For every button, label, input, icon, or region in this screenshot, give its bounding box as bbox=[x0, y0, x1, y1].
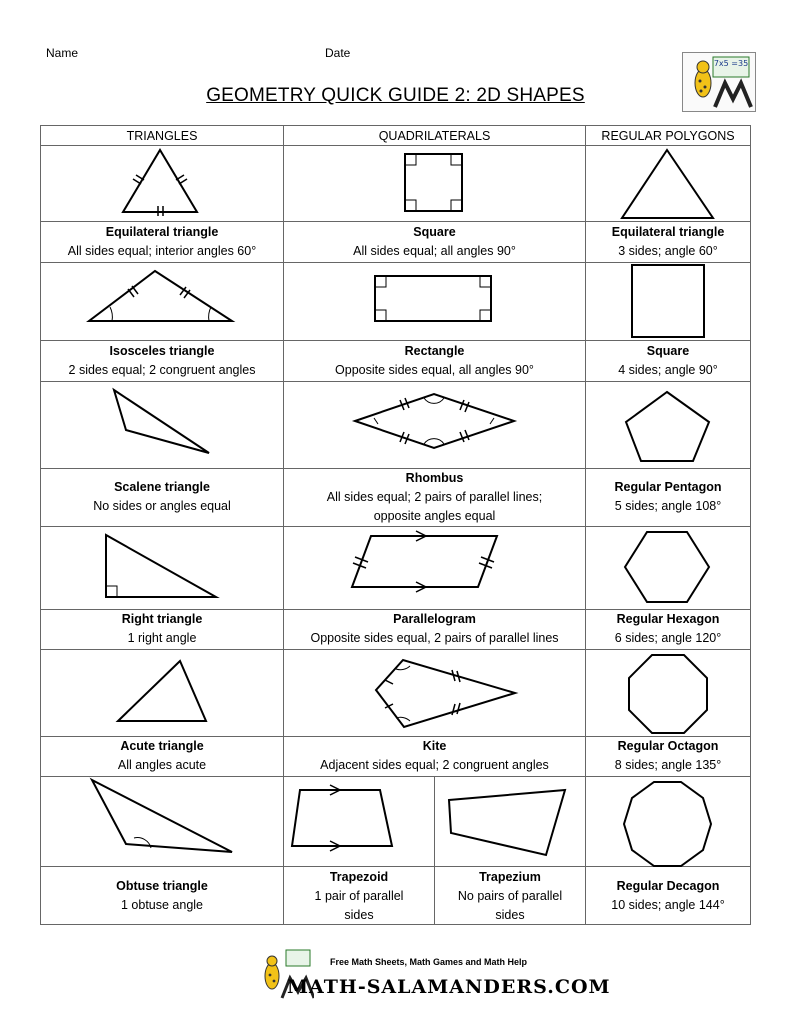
kite-shape bbox=[376, 660, 515, 727]
shape-desc: 8 sides; angle 135° bbox=[614, 758, 722, 772]
trapezium-shape bbox=[449, 790, 565, 855]
label-obtuse-triangle bbox=[41, 877, 283, 915]
obtuse-triangle-shape bbox=[92, 780, 232, 852]
shape-name: Acute triangle bbox=[120, 739, 204, 753]
label-pentagon bbox=[586, 478, 750, 516]
shape-desc: 1 right angle bbox=[127, 631, 197, 645]
shape-name: Regular Decagon bbox=[616, 879, 720, 893]
date-label: Date bbox=[325, 46, 351, 60]
shape-name: Square bbox=[646, 344, 690, 358]
logo-math-text: 7x5 =35 bbox=[713, 59, 749, 68]
label-decagon bbox=[586, 877, 750, 915]
shape-name: Regular Octagon bbox=[617, 739, 719, 753]
shape-name: Rectangle bbox=[404, 344, 465, 358]
shape-desc: 4 sides; angle 90° bbox=[618, 363, 718, 377]
polygon-square-shape bbox=[632, 265, 704, 337]
shape-name: Isosceles triangle bbox=[109, 344, 215, 358]
rhombus-shape bbox=[355, 394, 514, 448]
label-parallelogram bbox=[284, 610, 585, 648]
shape-desc: All angles acute bbox=[117, 758, 207, 772]
label-right-triangle bbox=[41, 610, 283, 648]
shape-desc: 5 sides; angle 108° bbox=[614, 499, 722, 513]
shape-desc: opposite angles equal bbox=[373, 509, 496, 523]
right-triangle-shape bbox=[106, 535, 216, 597]
shape-name: Right triangle bbox=[121, 612, 203, 626]
scalene-triangle-shape bbox=[114, 390, 209, 453]
trapezoid-shape bbox=[292, 785, 392, 851]
label-rhombus bbox=[284, 469, 585, 526]
label-equilateral-triangle bbox=[41, 223, 283, 261]
label-hexagon bbox=[586, 610, 750, 648]
label-polygon-triangle bbox=[586, 223, 750, 261]
shape-desc: Adjacent sides equal; 2 congruent angles bbox=[320, 758, 549, 772]
column-header-polygons: REGULAR POLYGONS bbox=[601, 129, 735, 143]
decagon-shape bbox=[624, 782, 711, 866]
polygon-triangle-shape bbox=[622, 150, 713, 218]
shape-desc: All sides equal; 2 pairs of parallel lines; bbox=[326, 490, 543, 504]
shape-desc: 1 obtuse angle bbox=[120, 898, 203, 912]
shape-name: Equilateral triangle bbox=[611, 225, 725, 239]
equilateral-triangle-shape bbox=[123, 150, 197, 216]
label-scalene-triangle bbox=[41, 478, 283, 516]
shape-name: Equilateral triangle bbox=[105, 225, 219, 239]
shape-desc: 2 sides equal; 2 congruent angles bbox=[68, 363, 256, 377]
shape-name: Trapezoid bbox=[329, 870, 389, 884]
shape-desc: 3 sides; angle 60° bbox=[618, 244, 718, 258]
hexagon-shape bbox=[625, 532, 709, 602]
label-polygon-square bbox=[586, 342, 750, 380]
label-octagon bbox=[586, 737, 750, 775]
shape-desc: 10 sides; angle 144° bbox=[611, 898, 725, 912]
footer-tagline: Free Math Sheets, Math Games and Math Help bbox=[330, 957, 528, 967]
shape-desc: No pairs of parallel bbox=[457, 889, 563, 903]
label-isosceles-triangle bbox=[41, 342, 283, 380]
shape-name: Rhombus bbox=[405, 471, 464, 485]
column-header-quadrilaterals: QUADRILATERALS bbox=[378, 129, 491, 143]
shape-name: Obtuse triangle bbox=[116, 879, 208, 893]
column-header-triangles: TRIANGLES bbox=[126, 129, 198, 143]
shape-name: Regular Pentagon bbox=[614, 480, 722, 494]
pentagon-shape bbox=[626, 392, 709, 461]
label-trapezium bbox=[435, 868, 585, 925]
acute-triangle-shape bbox=[118, 661, 206, 721]
footer-site-link[interactable]: MATH-SALAMANDERS.COM bbox=[287, 976, 611, 998]
shape-name: Square bbox=[413, 225, 456, 239]
shape-name: Trapezium bbox=[479, 870, 541, 884]
shape-desc: No sides or angles equal bbox=[93, 499, 231, 513]
rectangle-shape bbox=[375, 276, 491, 321]
parallelogram-shape bbox=[352, 531, 497, 592]
label-rectangle bbox=[284, 342, 585, 380]
shape-desc: Opposite sides equal, 2 pairs of parallel lines bbox=[310, 631, 559, 645]
isosceles-triangle-shape bbox=[89, 271, 232, 321]
label-kite bbox=[284, 737, 585, 775]
label-square bbox=[284, 223, 585, 261]
shape-name: Parallelogram bbox=[393, 612, 476, 626]
label-trapezoid bbox=[284, 868, 434, 925]
shape-desc: sides bbox=[344, 908, 374, 922]
shape-desc: All sides equal; interior angles 60° bbox=[67, 244, 257, 258]
shape-desc: All sides equal; all angles 90° bbox=[353, 244, 516, 258]
shape-desc: 6 sides; angle 120° bbox=[614, 631, 722, 645]
shape-name: Scalene triangle bbox=[114, 480, 210, 494]
shape-name: Kite bbox=[422, 739, 447, 753]
name-label: Name bbox=[46, 46, 79, 60]
page-title: GEOMETRY QUICK GUIDE 2: 2D SHAPES bbox=[206, 85, 585, 106]
shape-desc: 1 pair of parallel bbox=[314, 889, 404, 903]
shape-desc: Opposite sides equal, all angles 90° bbox=[335, 363, 534, 377]
label-acute-triangle bbox=[41, 737, 283, 775]
shape-desc: sides bbox=[495, 908, 525, 922]
square-shape bbox=[405, 154, 462, 211]
shape-name: Regular Hexagon bbox=[616, 612, 720, 626]
octagon-shape bbox=[629, 655, 707, 733]
